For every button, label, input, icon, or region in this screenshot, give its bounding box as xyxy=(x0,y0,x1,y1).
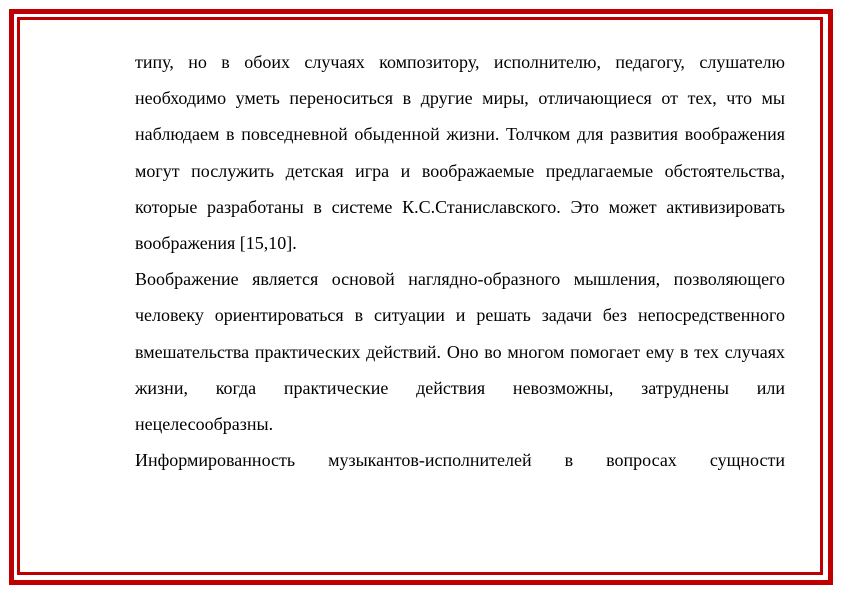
document-body xyxy=(135,44,785,478)
paragraph-imagination-worlds: типу, но в обоих случаях композитору, исполнителю, педагогу, слушателю необходимо уметь переноситься в другие миры, отличающиеся от тех, что мы наблюдаем в повседневной обыденной жизни. Толчком для развития воображения могут послужить детская игра и воображаемые предлагаемые обстоятельства, которые разработаны в системе К.С.Станиславского. Это может активизировать воображения [15,10]. xyxy=(135,52,785,254)
paragraph-imagination-thinking: Воображение является основой наглядно-образного мышления, позволяющего человеку ориентироваться в ситуации и решать задачи без непосредственного вмешательства практических действий. Оно во многом помогает ему в тех случаях жизни, когда практические действия невозможны, затруднены или нецелесообразны. xyxy=(135,269,785,435)
paragraph-musicians-awareness: Информированность музыкантов-исполнителей в вопросах сущности xyxy=(135,450,785,471)
